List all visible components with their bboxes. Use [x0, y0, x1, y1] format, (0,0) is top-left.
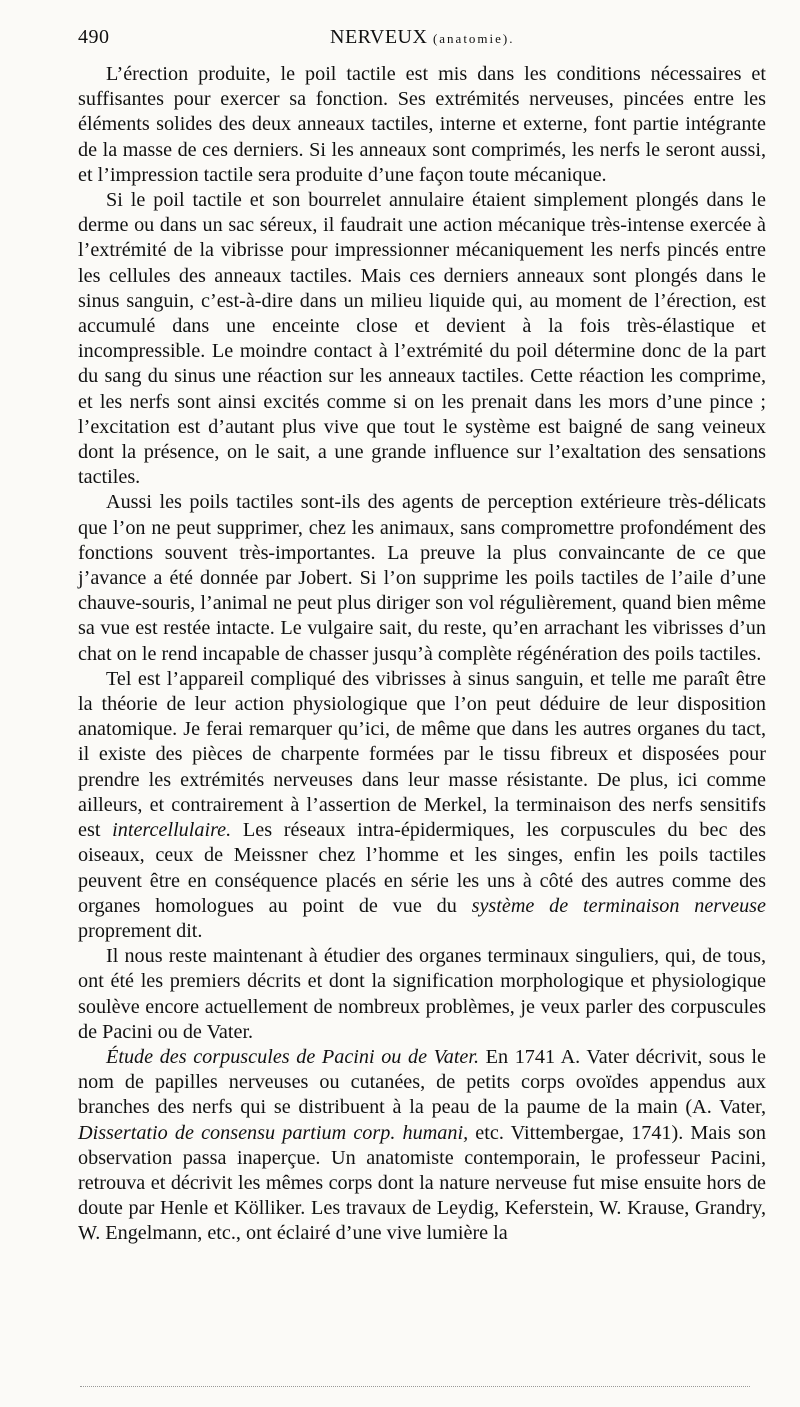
running-title-sub: (anatomie).: [432, 31, 515, 46]
section-heading-pacini: Étude des corpuscules de Pacini ou de Vater.: [106, 1045, 480, 1068]
paragraph-1: L’érection produite, le poil tactile est mis dans les conditions nécessaires et suffisantes pour exercer sa fonction. Ses extrémités nerveuses, pincées entre les éléments solides des deux anneaux tactiles, interne et externe, font partie intégrante de la masse de ces derniers. Si les anneaux sont comprimés, les nerfs le seront aussi, et l’impression tactile sera produite d’une façon toute mécanique.: [78, 63, 766, 186]
paragraph-4-text-b: Les réseaux intra-épidermiques, les corpuscules du bec des oiseaux, ceux de Meissner chez l’homme et les singes, enfin les poils tactiles peuvent être en conséquence placés en série les uns à côté des autres comme des organes homologues au point de vue du: [78, 819, 767, 917]
paragraph-6-text-a: En 1741 A. Vater décrivit, sous le nom de papilles nerveuses ou cutanées, de petits corps ovoïdes appendus aux branches des nerfs qui se distribuent à la peau de la paume de la main (A. Vater,: [78, 1045, 766, 1119]
paragraph-3: Aussi les poils tactiles sont-ils des agents de perception extérieure très-délicats que l’on ne peut supprimer, chez les animaux, sans compromettre profondément des fonctions souvent très-importantes. La preuve la plus convaincante de ce que j’avance a été donnée par Jobert. Si l’on supprime les poils tactiles de l’aile d’une chauve-souris, l’animal ne peut plus diriger son vol régulièrement, quand bien même sa vue est restée intacte. Le vulgaire sait, du reste, qu’en arrachant les vibrisses d’un chat on le rend incapable de chasser jusqu’à complète régénération des poils tactiles.: [78, 491, 766, 665]
running-title-main: NERVEUX: [330, 26, 428, 48]
paragraph-6: [78, 1045, 766, 1247]
citation-title: Dissertatio de consensu partium corp. humani,: [78, 1121, 469, 1144]
paragraph-4: [78, 667, 766, 944]
page-number: 490: [78, 26, 110, 48]
paragraph-4-text-c: proprement dit.: [78, 919, 203, 942]
paragraph-4-text-a: Tel est l’appareil compliqué des vibrisses à sinus sanguin, et telle me paraît être la théorie de leur action physiologique que l’on peut déduire de leur disposition anatomique. Je ferai remarquer qu’ici, de même que dans les autres organes du tact, il existe des pièces de charpente formées par le tissu fibreux et disposées pour prendre les extrémités nerveuses dans leur masse résistante. De plus, ici comme ailleurs, et contrairement à l’assertion de Merkel, la terminaison des nerfs sensitifs est: [78, 667, 766, 842]
paragraph-4-italic-2: système de terminaison nerveuse: [471, 894, 766, 917]
running-title: [330, 26, 515, 49]
footer-rule: [80, 1386, 750, 1387]
body-text: [78, 62, 766, 1247]
paragraph-4-italic-1: intercellulaire.: [112, 819, 232, 842]
paragraph-2: Si le poil tactile et son bourrelet annulaire étaient simplement plongés dans le derme ou dans un sac séreux, il faudrait une action mécanique très-intense exercée à l’extrémité de la vibrisse pour impressionner mécaniquement les nerfs pincés entre les cellules des anneaux tactiles. Mais ces derniers anneaux sont plongés dans le sinus sanguin, c’est-à-dire dans un milieu liquide qui, au moment de l’érection, est accumulé dans une enceinte close et devient à la fois très-élastique et incompressible. Le moindre contact à l’extrémité du poil détermine donc de la part du sang du sinus une réaction sur les anneaux tactiles. Cette réaction les comprime, et les nerfs sont ainsi excités comme si on les prenait dans les mors d’une pince ; l’excitation est d’autant plus vive que tout le système est baigné de sang veineux dont la présence, on le sait, a une grande influence sur l’exaltation des sensations tactiles.: [78, 189, 766, 489]
page-header: [78, 26, 760, 56]
paragraph-6-text-b: etc. Vittembergae, 1741). Mais son observation passa inaperçue. Un anatomiste contemporain, le professeur Pacini, retrouva et décrivit les mêmes corps dont la nature nerveuse fut mise ensuite hors de doute par Henle et Kölliker. Les travaux de Leydig, Keferstein, W. Krause, Grandry, W. Engelmann, etc., ont éclairé d’une vive lumière la: [78, 1121, 766, 1245]
paragraph-5: Il nous reste maintenant à étudier des organes terminaux singuliers, qui, de tous, ont été les premiers décrits et dont la signification morphologique et physiologique soulève encore actuellement de nombreux problèmes, je veux parler des corpuscules de Pacini ou de Vater.: [78, 945, 766, 1043]
